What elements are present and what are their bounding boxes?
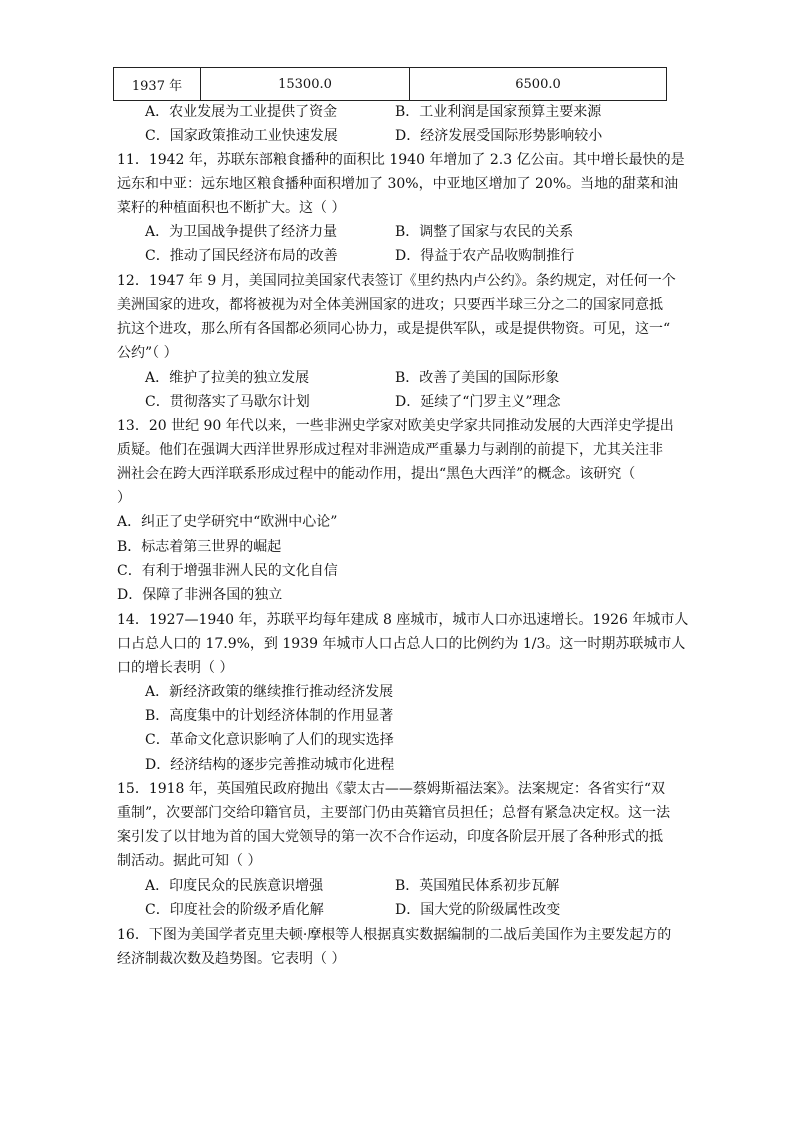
q11-option-b: B．调整了国家与农民的关系 bbox=[395, 224, 574, 240]
q15-stem-line-3: 案引发了以甘地为首的国大党领导的第一次不合作运动，印度各阶层开展了各种形式的抵 bbox=[117, 829, 663, 845]
table-cell-value-2: 6500.0 bbox=[410, 68, 667, 101]
q14-stem-line-3: 口的增长表明（ ） bbox=[117, 660, 234, 676]
q14-option-a: A．新经济政策的继续推行推动经济发展 bbox=[145, 684, 394, 700]
q16-stem-line-2: 经济制裁次数及趋势图。它表明（ ） bbox=[117, 951, 346, 967]
q10-option-b: B．工业利润是国家预算主要来源 bbox=[395, 104, 602, 120]
q12-option-c: C．贯彻落实了马歇尔计划 bbox=[145, 394, 310, 410]
q15-option-c: C．印度社会的阶级矛盾化解 bbox=[145, 902, 324, 918]
q15-option-b: B．英国殖民体系初步瓦解 bbox=[395, 878, 560, 894]
q13-stem-line-1: 13．20 世纪 90 年代以来，一些非洲史学家对欧美史学家共同推动发展的大西洋史学提出 bbox=[117, 418, 674, 434]
q13-stem-line-4: ） bbox=[117, 490, 131, 506]
q12-stem-line-2: 美洲国家的进攻，都将被视为对全体美洲国家的进攻；只要西半球三分之二的国家同意抵 bbox=[117, 297, 663, 313]
q11-option-a: A．为卫国战争提供了经济力量 bbox=[145, 224, 338, 240]
q11-stem-line-3: 菜籽的种植面积也不断扩大。这（ ） bbox=[117, 200, 346, 216]
q13-stem-line-2: 质疑。他们在强调大西洋世界形成过程对非洲造成严重暴力与剥削的前提下，尤其关注非 bbox=[117, 442, 663, 458]
q12-option-a: A．维护了拉美的独立发展 bbox=[145, 370, 310, 386]
table-cell-value-1: 15300.0 bbox=[201, 68, 410, 101]
q12-stem-line-4: 公约”（ ） bbox=[117, 345, 178, 361]
q13-stem-line-3: 洲社会在跨大西洋联系形成过程中的能动作用，提出“黑色大西洋”的概念。该研究（ bbox=[117, 466, 636, 482]
q12-stem-line-1: 12．1947 年 9 月，美国同拉美国家代表签订《里约热内卢公约》。条约规定，对任何一个 bbox=[117, 273, 676, 289]
q16-stem-line-1: 16．下图为美国学者克里夫顿·摩根等人根据真实数据编制的二战后美国作为主要发起方的 bbox=[117, 927, 672, 943]
table-cell-year: 1937 年 bbox=[114, 68, 201, 101]
q11-stem-line-2: 远东和中亚：远东地区粮食播种面积增加了 30%，中亚地区增加了 20%。当地的甜菜和油 bbox=[117, 176, 679, 192]
q11-option-d: D．得益于农产品收购制推行 bbox=[395, 248, 575, 264]
q12-option-d: D．延续了“门罗主义”理念 bbox=[395, 394, 561, 410]
q14-option-c: C．革命文化意识影响了人们的现实选择 bbox=[145, 732, 394, 748]
q14-option-b: B．高度集中的计划经济体制的作用显著 bbox=[145, 708, 394, 724]
data-table bbox=[113, 67, 667, 101]
q15-option-a: A．印度民众的民族意识增强 bbox=[145, 878, 324, 894]
q11-stem-line-1: 11．1942 年，苏联东部粮食播种的面积比 1940 年增加了 2.3 亿公亩。其中增长最快的是 bbox=[117, 152, 685, 168]
q10-option-a: A．农业发展为工业提供了资金 bbox=[145, 104, 338, 120]
q14-stem-line-1: 14．1927—1940 年，苏联平均每年建成 8 座城市，城市人口亦迅速增长。1926 年城市人 bbox=[117, 612, 689, 628]
table-row bbox=[114, 68, 667, 101]
q14-stem-line-2: 口占总人口的 17.9%，到 1939 年城市人口占总人口的比例约为 1/3。这一时期苏联城市人 bbox=[117, 636, 686, 652]
q13-option-b: B．标志着第三世界的崛起 bbox=[117, 539, 282, 555]
q15-stem-line-1: 15．1918 年，英国殖民政府抛出《蒙太古——蔡姆斯福法案》。法案规定：各省实行“双 bbox=[117, 781, 666, 797]
q15-option-d: D．国大党的阶级属性改变 bbox=[395, 902, 561, 918]
q13-option-d: D．保障了非洲各国的独立 bbox=[117, 587, 283, 603]
q15-stem-line-2: 重制”，次要部门交给印籍官员，主要部门仍由英籍官员担任；总督有紧急决定权。这一法 bbox=[117, 805, 671, 821]
q14-option-d: D．经济结构的逐步完善推动城市化进程 bbox=[145, 757, 395, 773]
q12-stem-line-3: 抗这个进攻，那么所有各国都必须同心协力，或是提供军队，或是提供物资。可见，这一“ bbox=[117, 321, 671, 337]
q10-option-c: C．国家政策推动工业快速发展 bbox=[145, 128, 338, 144]
q13-option-a: A．纠正了史学研究中“欧洲中心论” bbox=[117, 514, 338, 530]
q11-option-c: C．推动了国民经济布局的改善 bbox=[145, 248, 338, 264]
q10-option-d: D．经济发展受国际形势影响较小 bbox=[395, 128, 603, 144]
q15-stem-line-4: 制活动。据此可知（ ） bbox=[117, 853, 262, 869]
q12-option-b: B．改善了美国的国际形象 bbox=[395, 370, 560, 386]
q13-option-c: C．有利于增强非洲人民的文化自信 bbox=[117, 563, 338, 579]
